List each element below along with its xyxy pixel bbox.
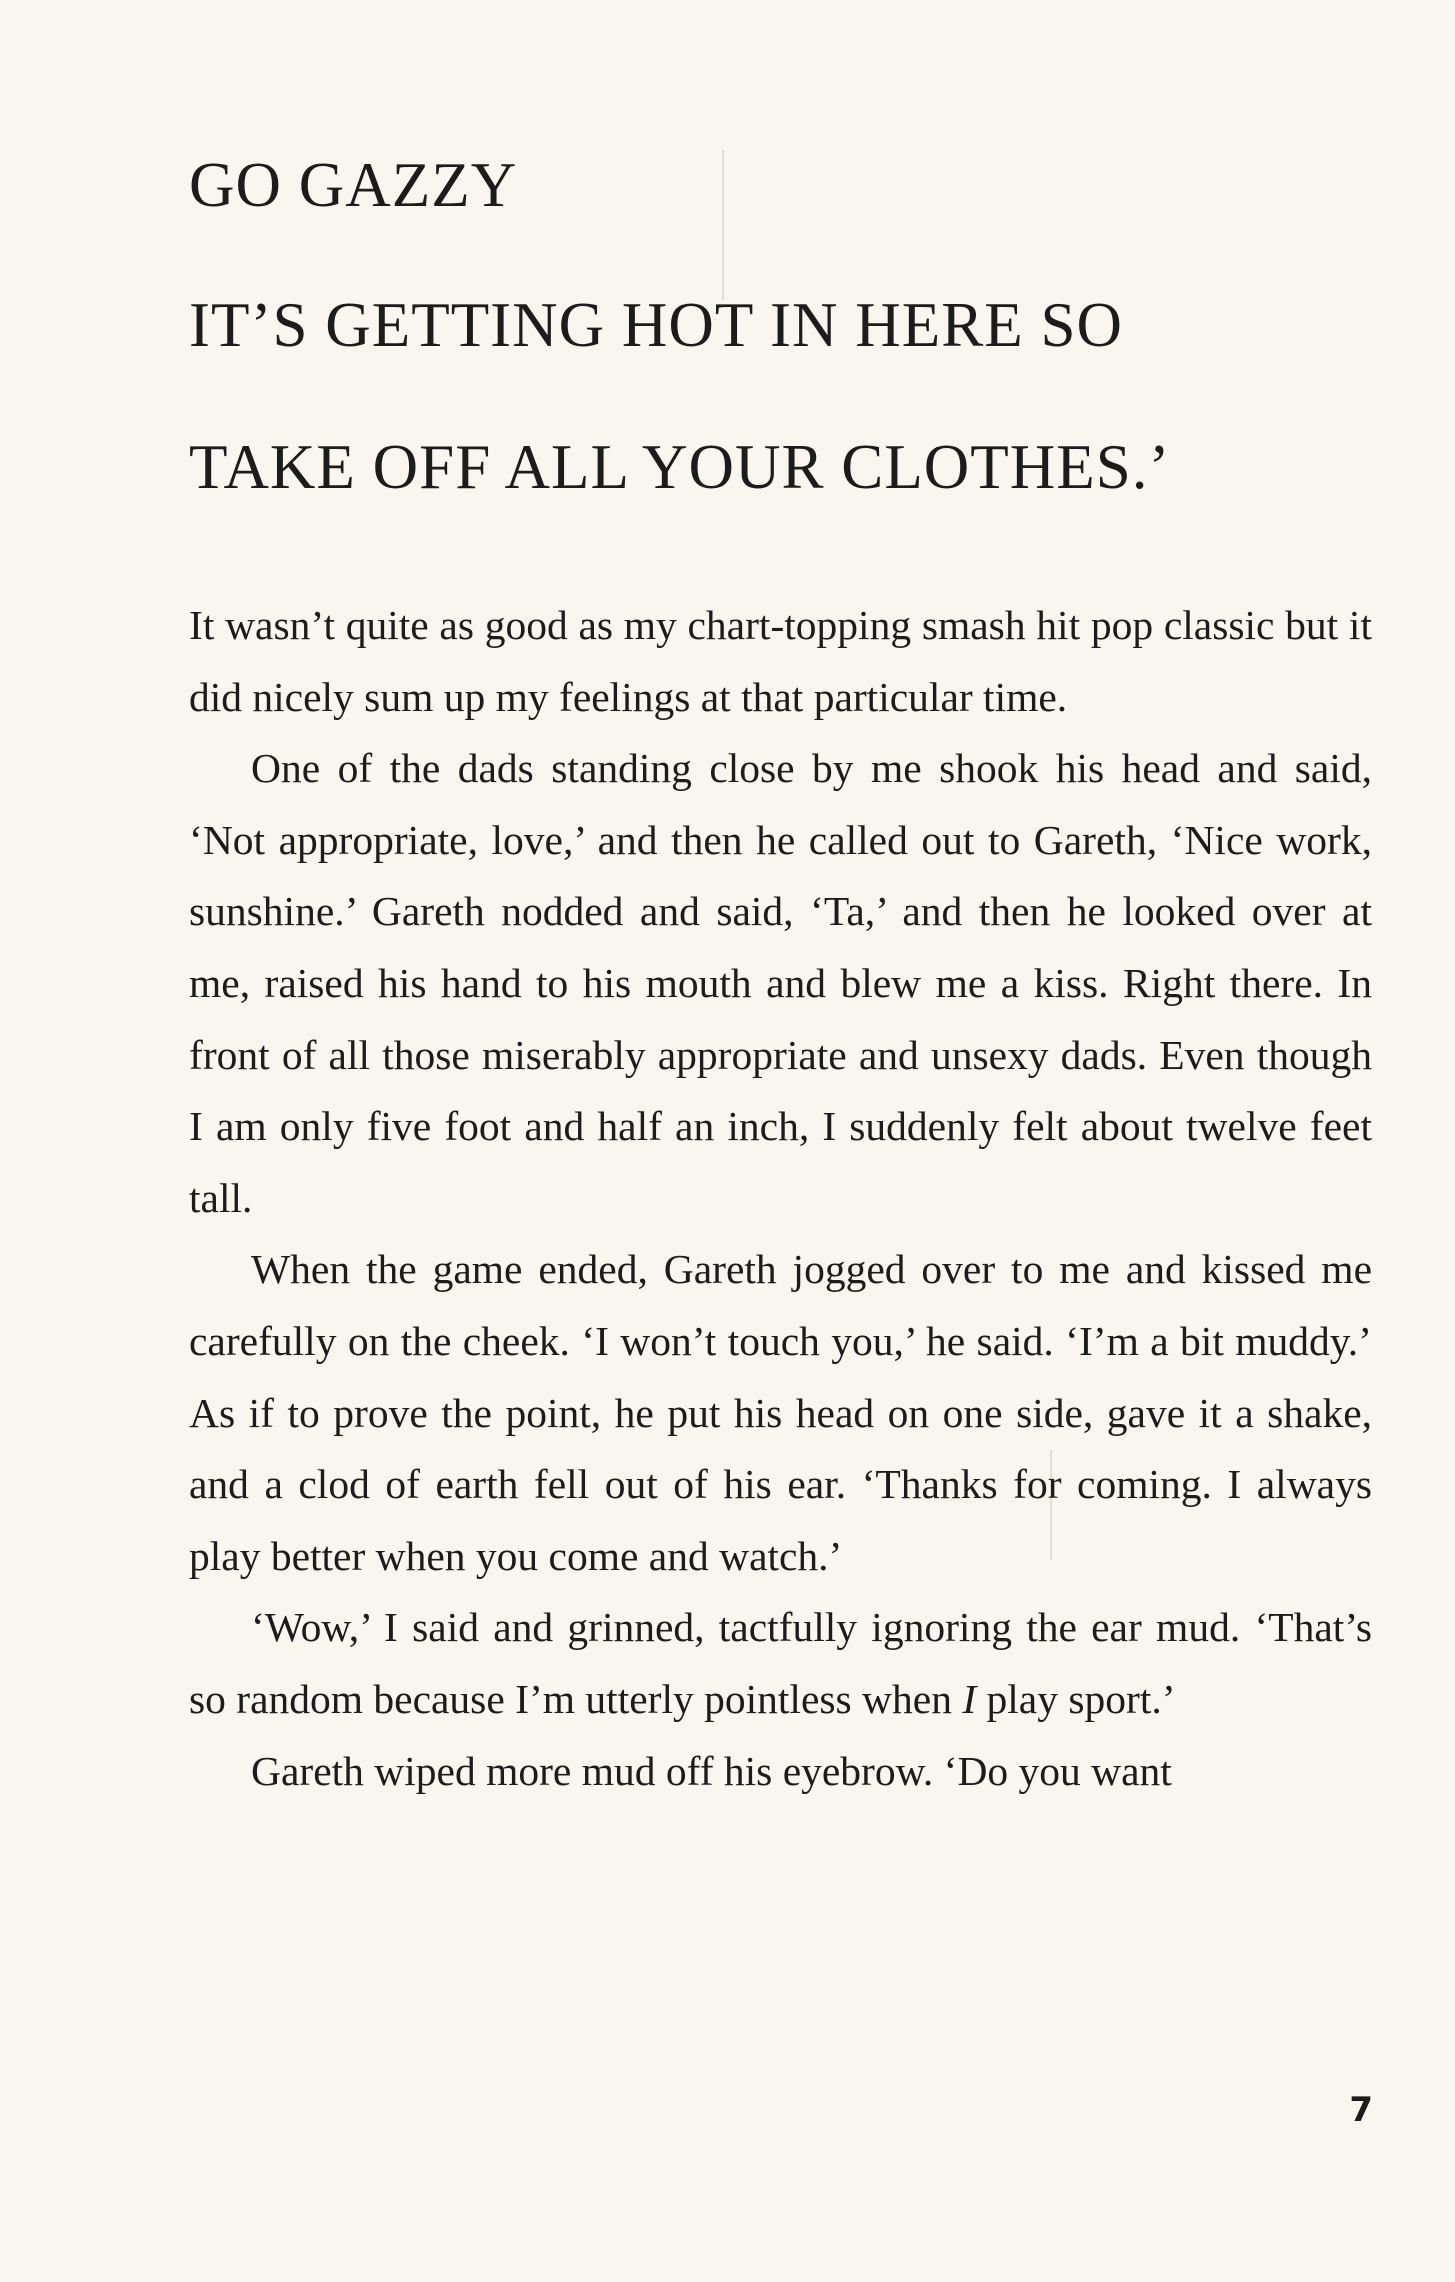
emphasis-text: I	[962, 1675, 977, 1722]
paragraph: It wasn’t quite as good as my chart-topping smash hit pop classic but it did nicely sum up my feelings at that particular time.	[189, 602, 1372, 720]
paragraph-text: play sport.’	[976, 1675, 1176, 1722]
paragraph: One of the dads standing close by me shook his head and said, ‘Not appropriate, love,’ and then he called out to Gareth, ‘Nice work, sunshine.’ Gareth nodded and said, ‘Ta,’ and then he looked over at me, raised his hand to his mouth and blew me a kiss. Right there. In front of all those miserably appropriate and unsexy dads. Even though I am only five foot and half an inch, I suddenly felt about twelve feet tall.	[189, 745, 1372, 1221]
chant-line-2: IT’S GETTING HOT IN HERE SO	[189, 290, 1123, 360]
chant-line-3: TAKE OFF ALL YOUR CLOTHES.’	[189, 432, 1171, 502]
paragraph	[189, 1592, 1372, 1735]
paragraph: Gareth wiped more mud off his eyebrow. ‘Do you want	[251, 1747, 1172, 1794]
paragraph: When the game ended, Gareth jogged over to me and kissed me carefully on the cheek. ‘I won’t touch you,’ he said. ‘I’m a bit muddy.’ As if to prove the point, he put his head on one side, gave it a shake, and a clod of earth fell out of his ear. ‘Thanks for coming. I always play better when you come and watch.’	[189, 1246, 1372, 1579]
paragraph-text: ‘Wow,’ I said and grinned, tactfully ignoring the ear mud. ‘That’s so random because I’m utterly pointless when	[189, 1604, 1372, 1722]
page-number: 7	[1349, 2090, 1373, 2130]
chant-line-1: GO GAZZY	[189, 150, 518, 220]
body-text	[189, 590, 1372, 1807]
